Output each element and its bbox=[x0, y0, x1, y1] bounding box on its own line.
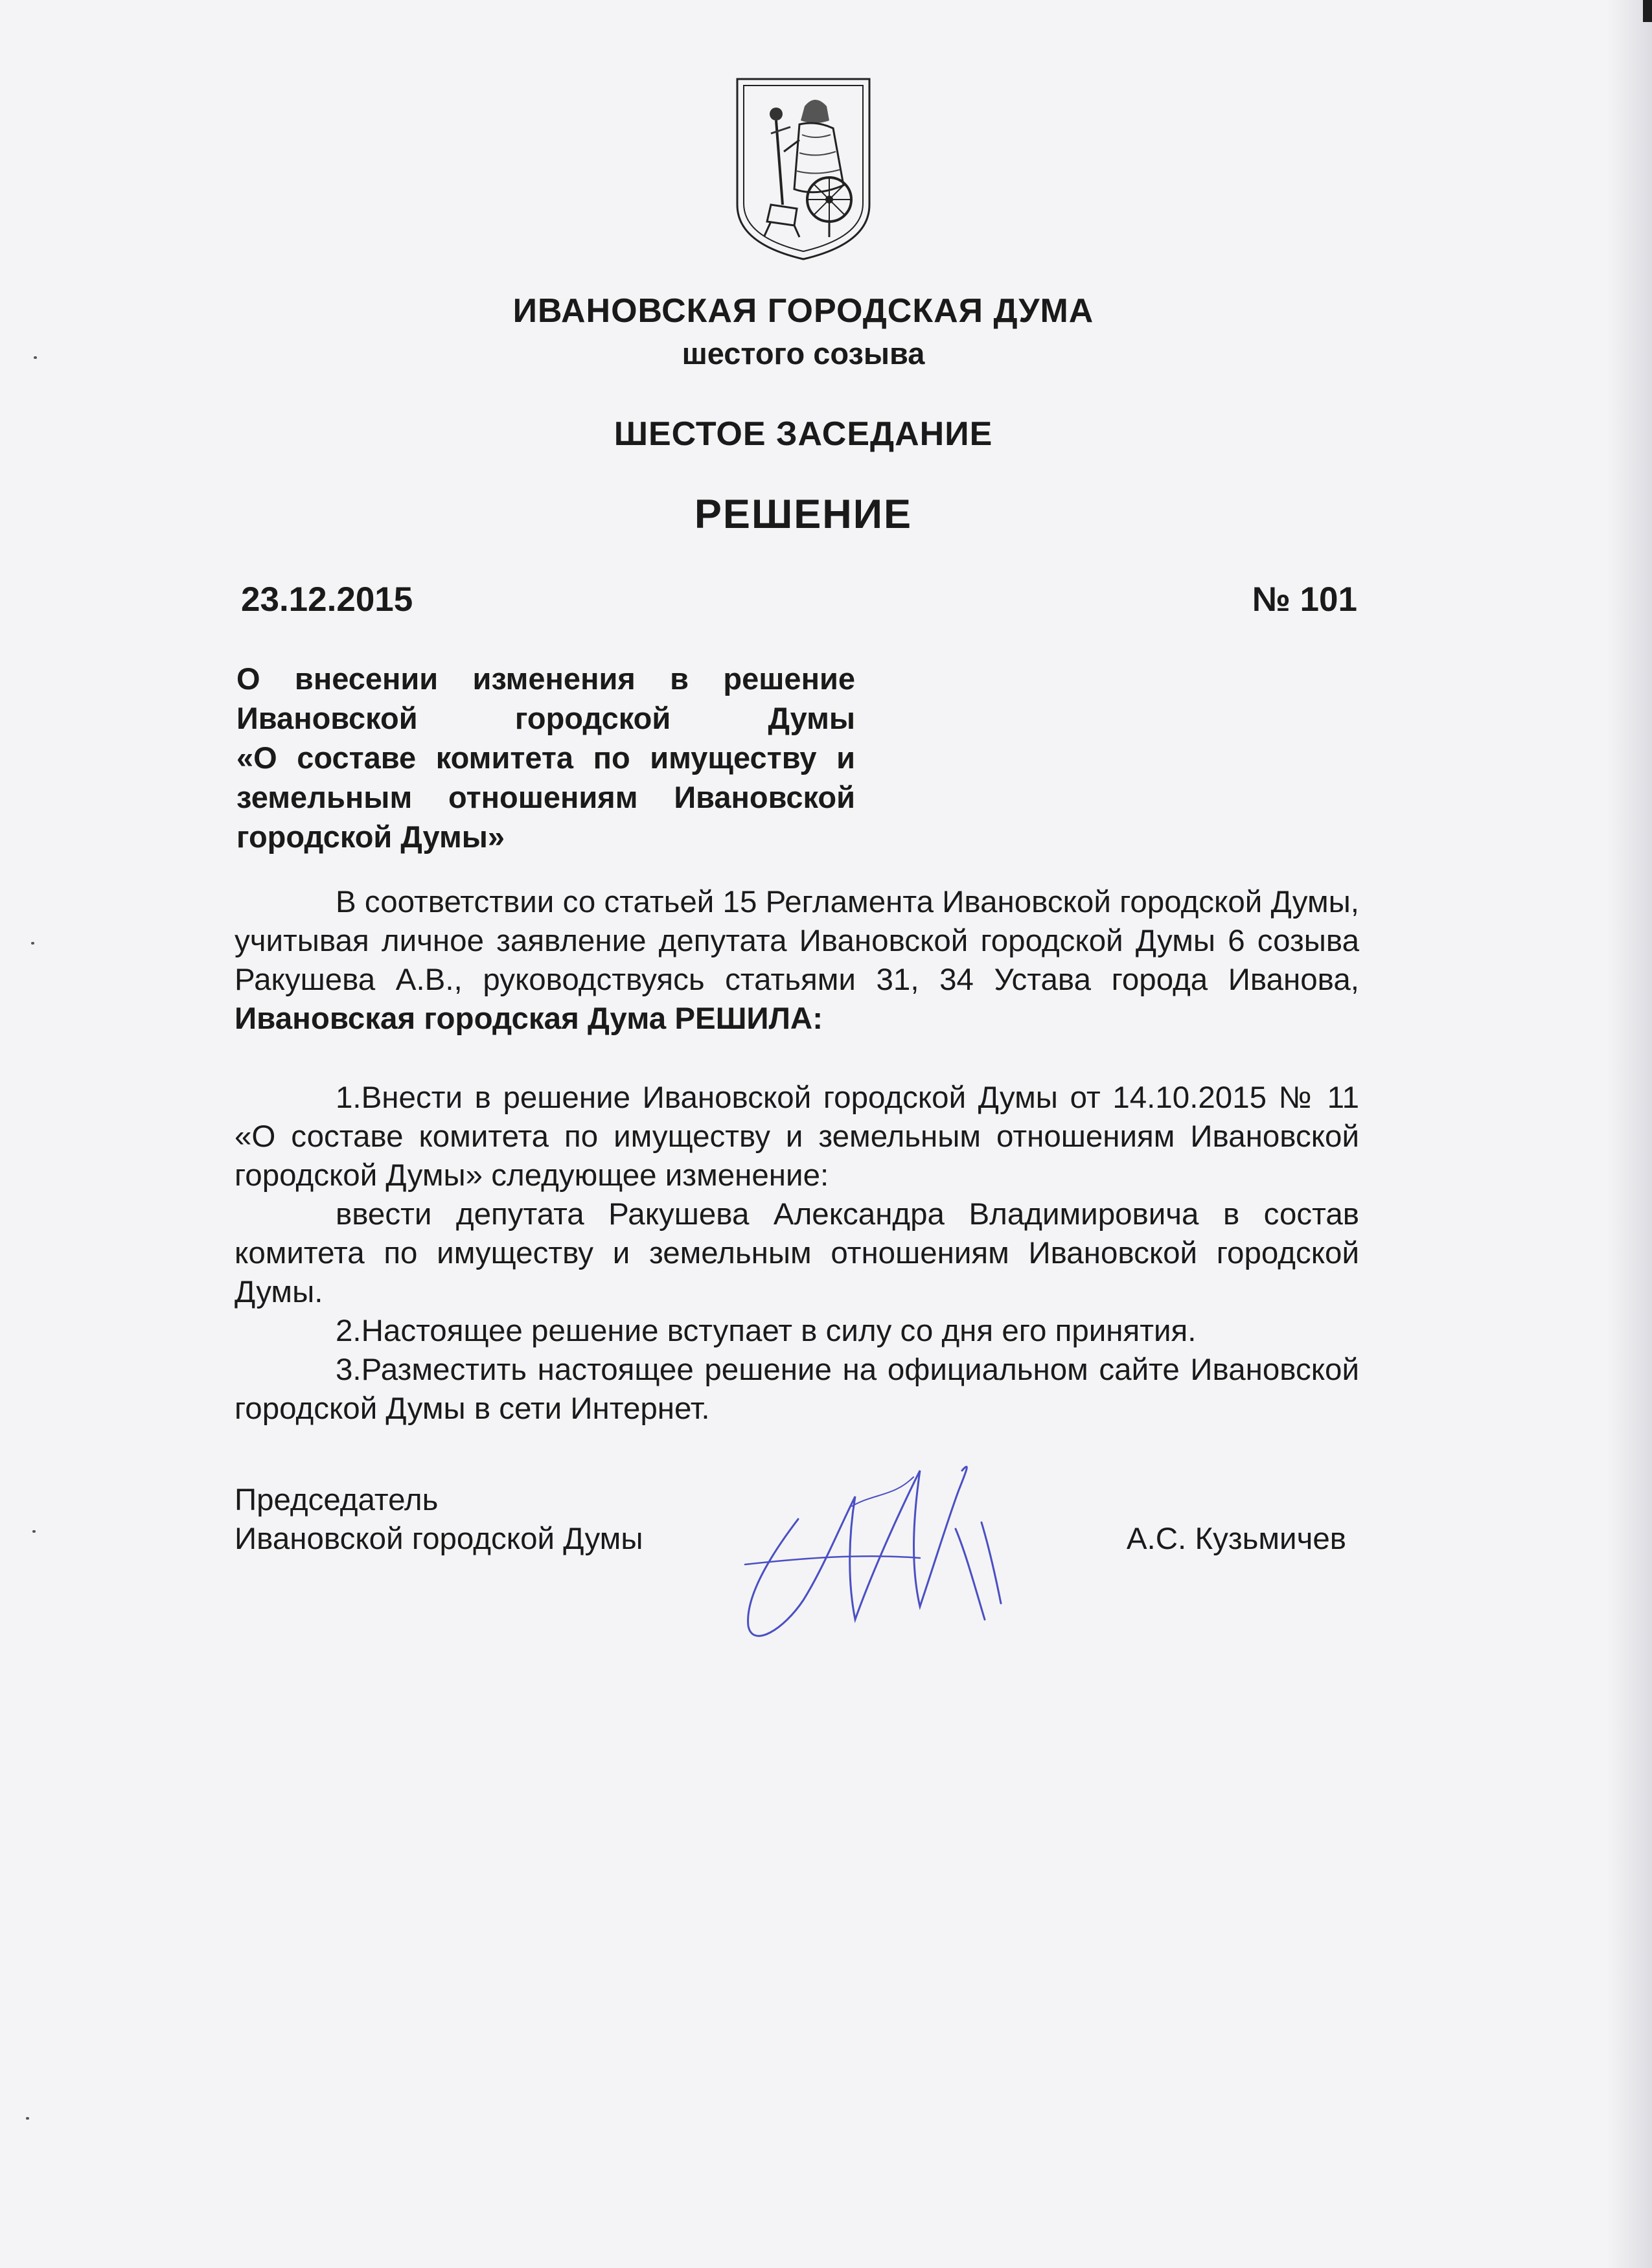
item-2-paragraph: 2.Настоящее решение вступает в силу со дня его принятия. bbox=[336, 1314, 1197, 1348]
signatory-title-line: Ивановской городской Думы bbox=[235, 1522, 643, 1556]
document-body bbox=[235, 883, 1359, 1428]
document-type-title: РЕШЕНИЕ bbox=[694, 492, 913, 537]
coat-of-arms-icon bbox=[732, 75, 875, 263]
subject-line: земельным отношениям Ивановской bbox=[236, 780, 855, 814]
handwritten-signature bbox=[726, 1425, 1024, 1658]
item-1-paragraph: 1.Внести в решение Ивановской городской Думы от 14.10.2015 № 11 «О составе комитета по имуществу и земельным отношениям Ивановской городской Думы» следующее изменение: bbox=[235, 1081, 1359, 1193]
document-subject bbox=[236, 659, 855, 856]
convocation-subtitle: шестого созыва bbox=[682, 336, 925, 371]
preamble-text: В соответствии со статьей 15 Регламента Ивановской городской Думы, учитывая личное заявление депутата Ивановской городской Думы 6 созыва Ракушева А.В., руководствуясь статьями 31, 34 Устава города Иванова, bbox=[235, 885, 1359, 997]
subject-line: О внесении изменения в решение bbox=[236, 661, 855, 696]
document-number: № 101 bbox=[1252, 580, 1357, 619]
preamble-resolution: Ивановская городская Дума РЕШИЛА: bbox=[235, 1002, 823, 1036]
signatory-name: А.С. Кузьмичев bbox=[1126, 1522, 1346, 1556]
preamble-paragraph bbox=[235, 883, 1359, 1038]
subject-line: городской Думы» bbox=[236, 819, 505, 854]
document-date: 23.12.2015 bbox=[241, 580, 413, 619]
page-edge-shadow bbox=[1607, 0, 1652, 2268]
scan-speck bbox=[31, 942, 34, 945]
signatory-title bbox=[235, 1481, 643, 1559]
scan-edge-mark bbox=[1643, 0, 1652, 22]
item-1-detail-paragraph: ввести депутата Ракушева Александра Владимировича в состав комитета по имуществу и земельным отношениям Ивановской городской Думы. bbox=[235, 1197, 1359, 1309]
scan-speck bbox=[32, 1530, 36, 1533]
item-3-paragraph: 3.Разместить настоящее решение на официальном сайте Ивановской городской Думы в сети Интернет. bbox=[235, 1353, 1359, 1426]
session-title: ШЕСТОЕ ЗАСЕДАНИЕ bbox=[614, 415, 993, 453]
signatory-title-line: Председатель bbox=[235, 1483, 439, 1517]
subject-line: Ивановской городской Думы bbox=[236, 701, 855, 735]
scan-speck bbox=[26, 2117, 29, 2120]
subject-line: «О составе комитета по имуществу и bbox=[236, 740, 855, 775]
organization-title: ИВАНОВСКАЯ ГОРОДСКАЯ ДУМА bbox=[512, 292, 1094, 330]
